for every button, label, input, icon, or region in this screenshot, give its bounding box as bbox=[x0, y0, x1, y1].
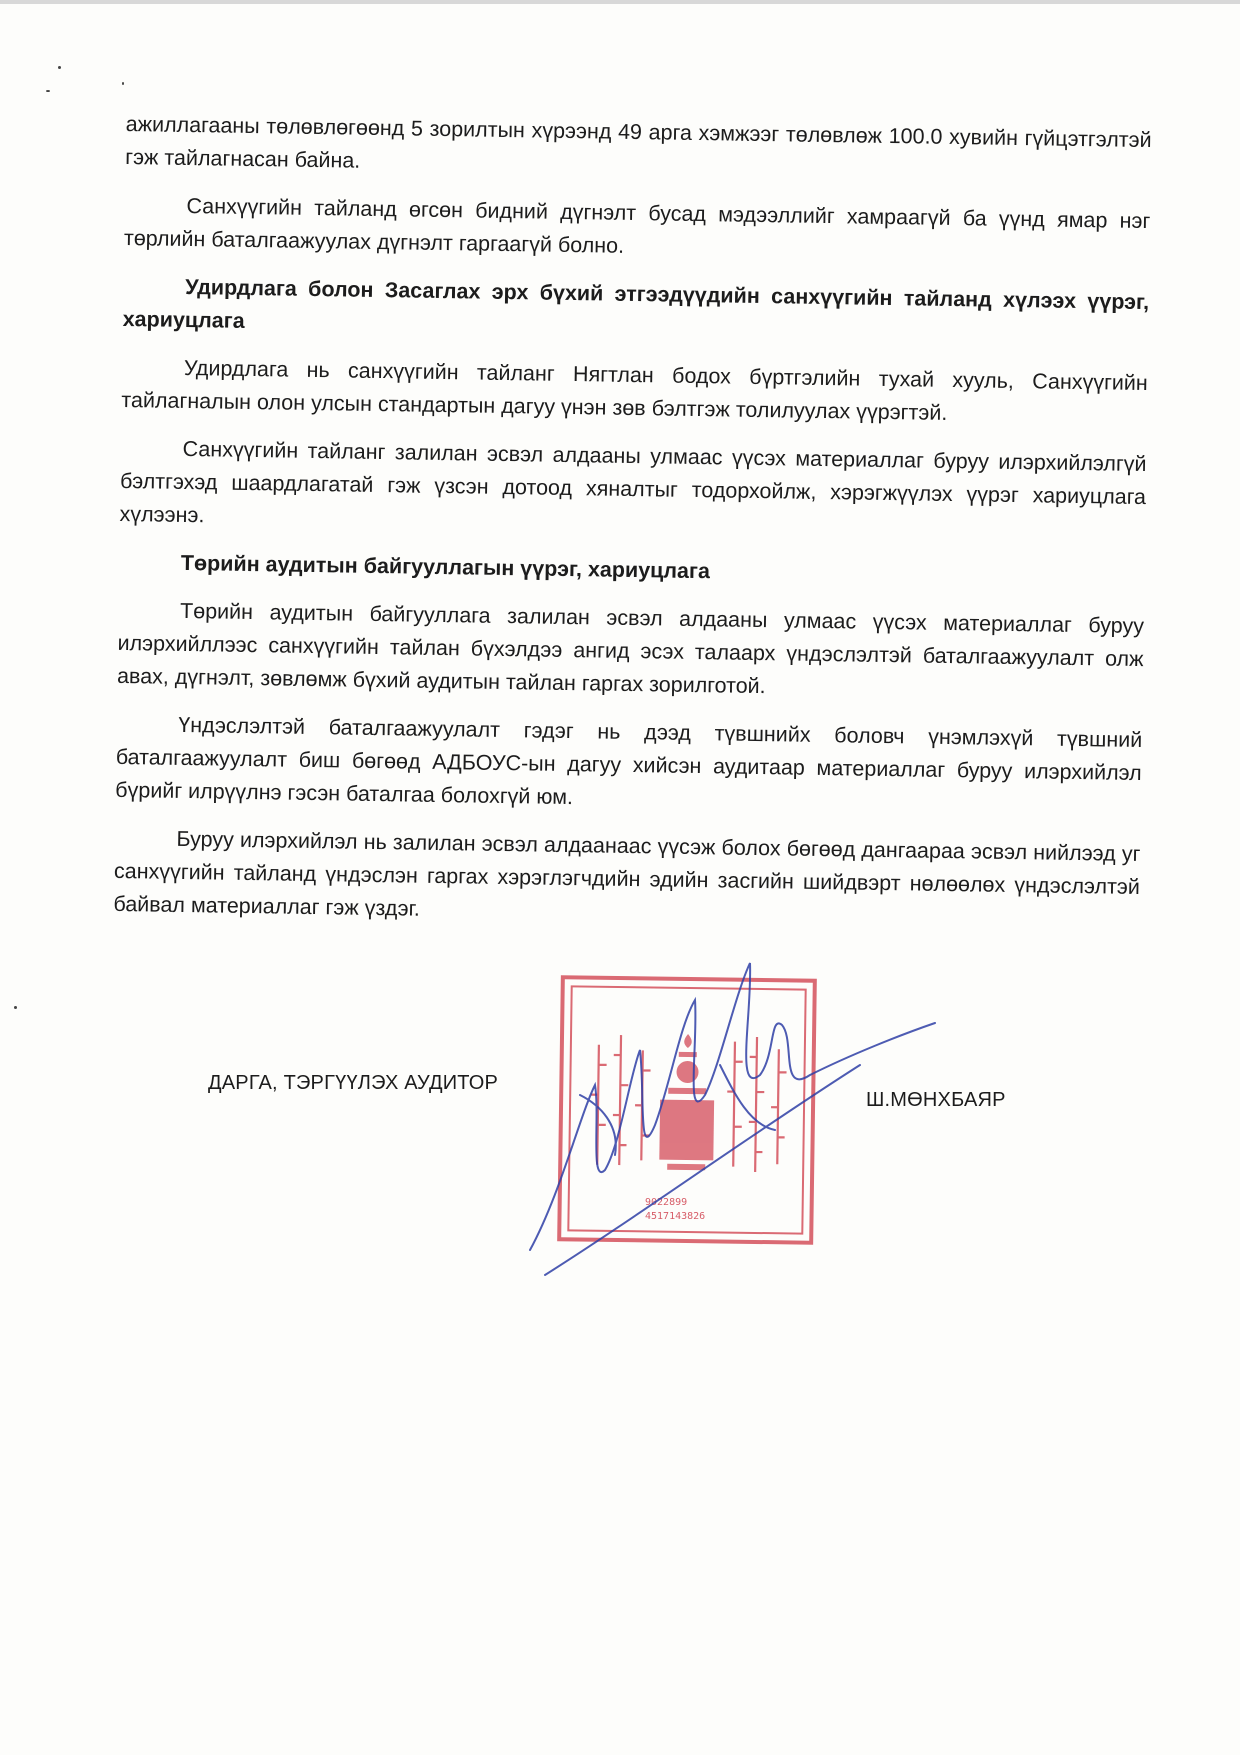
seal-number-1: 9022899 bbox=[645, 1197, 688, 1208]
paragraph-5: Төрийн аудитын байгууллага залилан эсвэл алдааны улмаас үүсэх материаллаг буруу илэрхийллээс санхүүгийн тайлан бүхэлдээ ангид эсэх талаарх үндэслэлтэй баталгаажуулалт олж авах, дүгнэлт, зөвлөмж бүхий аудитын тайлан гаргах зорилготой. bbox=[116, 598, 1145, 699]
scan-top-edge bbox=[0, 0, 1240, 4]
paragraph-1: ажиллагааны төлөвлөгөөнд 5 зорилтын хүрээнд 49 арга хэмжээг төлөвлөж 100.0 хувийн гүйцэтгэлтэй гэж тайлагнасан байна. bbox=[125, 111, 1152, 173]
paragraph-2: Санхүүгийн тайланд өгсөн бидний дүгнэлт бусад мэдээллийг хамраагүй ба үүнд ямар нэг төрлийн баталгаажуулах дүгнэлт гаргаагүй болно. bbox=[123, 193, 1151, 258]
document-body bbox=[113, 108, 1152, 952]
paragraph-6: Үндэслэлтэй баталгаажуулалт гэдэг нь дээд түвшнийх боловч үнэмлэхүй түвшний баталгаажуулалт биш бөгөөд АДБОУС-ын дагуу хийсэн аудитаар материаллаг буруу илэрхийлэл бүрийг илрүүлнэ гэсэн баталгаа болохгүй юм. bbox=[115, 712, 1143, 810]
paragraph-4: Санхүүгийн тайланг залилан эсвэл алдааны улмаас үүсэх материаллаг буруу илэрхийлэлгүй бэлтгэхэд шаардлагатай гэж үзсэн дотоод хяналтыг тодорхойлж, хэрэгжүүлэх үүрэг хариуцлага хүлээнэ. bbox=[119, 436, 1147, 528]
seal-number-2: 4517143826 bbox=[645, 1211, 706, 1222]
section-heading-audit-office: Төрийн аудитын байгууллагын үүрэг, хариуцлага bbox=[180, 550, 711, 584]
section-heading-management: Удирдлага болон Засаглах эрх бүхий этгээдүүдийн санхүүгийн тайланд хүлээх үүрэг, хариуцлага bbox=[122, 274, 1150, 333]
handwritten-signature bbox=[520, 955, 940, 1285]
signatory-name: Ш.МӨНХБАЯР bbox=[866, 1089, 1006, 1111]
paragraph-7: Буруу илэрхийлэл нь залилан эсвэл алдаанаас үүсэж болох бөгөөд дангаараа эсвэл нийлээд уг санхүүгийн тайланд үндэслэн гаргах хэрэглэгчдийн эдийн засгийн шийдвэрт нөлөөлөх үндэслэлтэй байвал материаллаг гэж үздэг. bbox=[113, 826, 1141, 921]
signatory-title: ДАРГА, ТЭРГҮҮЛЭХ АУДИТОР bbox=[208, 1072, 499, 1094]
paragraph-3: Удирдлага нь санхүүгийн тайланг Нягтлан бодох бүртгэлийн тухай хууль, Санхүүгийн тайлагналын олон улсын стандартын дагуу үнэн зөв бэлтгэж толилуулах үүрэгтэй. bbox=[121, 355, 1148, 425]
